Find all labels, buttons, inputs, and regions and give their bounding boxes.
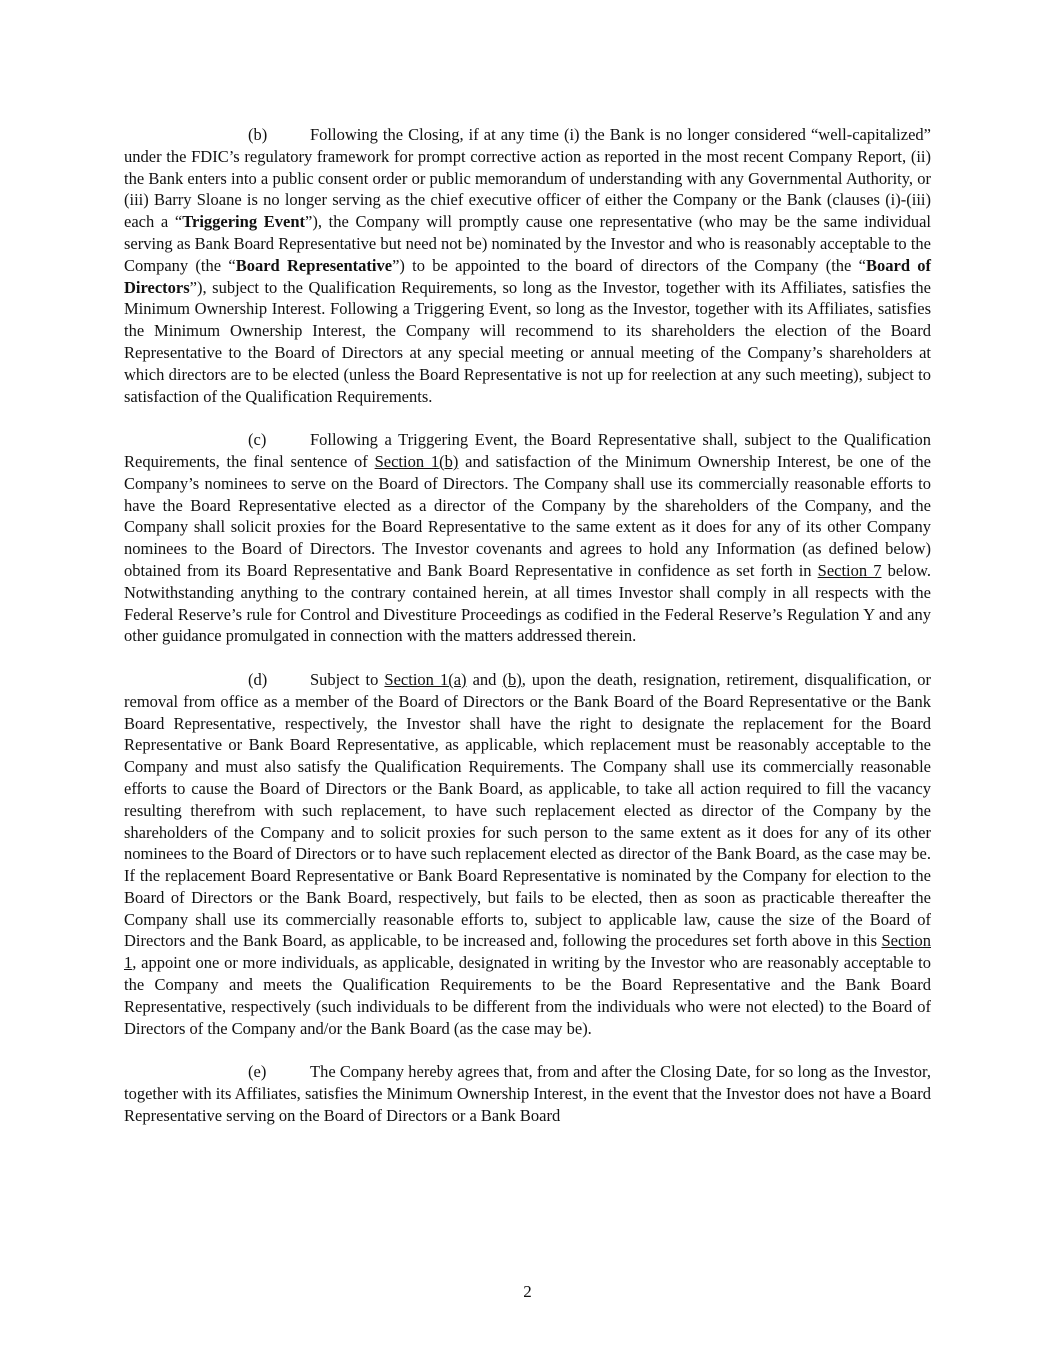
paragraph-text: and bbox=[466, 669, 503, 689]
paragraph-b bbox=[124, 124, 931, 407]
section-reference: (b) bbox=[502, 669, 522, 689]
paragraph-text: , appoint one or more individuals, as applicable, designated in writing by the Investor who are reasonably acceptable to the Company and meets the Qualification Requirements to be the Board Representative and the Bank Board Representative, respectively (such individuals to be different from the individuals who were not elected) to the Board of Directors of the Company and/or the Bank Board (as the case may be). bbox=[124, 953, 931, 1038]
defined-term-board-of-directors: Board of Directors bbox=[124, 255, 932, 297]
paragraph-text: Following a Triggering Event, the Board Representative shall, subject to the Qualification Requirements, the final sentence of bbox=[124, 430, 931, 471]
paragraph-e bbox=[124, 1061, 931, 1126]
paragraph-text: ”), the Company will promptly cause one representative (who may be the same individual serving as Bank Board Representative but need not be) nominated by the Investor and who is reasonably acceptable to the Company (the “ bbox=[124, 212, 931, 275]
paragraph-text: ”) to be appointed to the board of directors of the Company (the “ bbox=[392, 255, 866, 275]
paragraph-text: Subject to bbox=[310, 669, 385, 689]
paragraph-label: (e) bbox=[248, 1062, 267, 1082]
page-number: 2 bbox=[523, 1282, 532, 1301]
section-reference: Section 1 bbox=[124, 931, 931, 973]
paragraph-text: ”), subject to the Qualification Requirements, so long as the Investor, together with its Affiliates, satisfies the Minimum Ownership Interest. Following a Triggering Event, so long as the Investor, together with its Affiliates, satisfies the Minimum Ownership Interest, the Company will recommend to its shareholders the election of the Board Representative to the Board of Directors at any special meeting or annual meeting of the Company’s shareholders at which directors are to be elected (unless the Board Representative is not up for reelection at any such meeting), subject to satisfaction of the Qualification Requirements. bbox=[124, 277, 931, 406]
paragraph-d bbox=[124, 669, 931, 1040]
defined-term-triggering-event: Triggering Event bbox=[182, 212, 305, 232]
paragraph-text: , upon the death, resignation, retirement, disqualification, or removal from office as a member of the Board of Directors or the Bank Board of the Board Representative or the Bank Board Representative, respectively, the Investor shall have the right to designate the replacement for the Board Representative or Bank Board Representative, as applicable, which replacement must be reasonably acceptable to the Company and must also satisfy the Qualification Requirements. The Company shall use its commercially reasonable efforts to cause the Board of Directors or the Bank Board, as applicable, to take all action required to fill the vacancy resulting therefrom with such replacement, to have such replacement elected as director of the Company by the shareholders of the Company and to solicit proxies for such person to the same extent as it does for any of its other nominees to the Board of Directors or to have such replacement elected as director of the Bank Board, as the case may be. If the replacement Board Representative or Bank Board Representative is nominated by the Company for election to the Board of Directors or the Bank Board, respectively, but fails to be elected, then as soon as practicable thereafter the Company shall use its commercially reasonable efforts to, subject to applicable law, cause the size of the Board of Directors and the Bank Board, as applicable, to be increased and, following the procedures set forth above in this bbox=[124, 669, 932, 951]
defined-term-board-representative: Board Representative bbox=[235, 255, 393, 275]
paragraph-c bbox=[124, 429, 931, 647]
paragraph-text: Following the Closing, if at any time (i) the Bank is no longer considered “well-capitalized” under the FDIC’s regulatory framework for prompt corrective action as reported in the most recent Company Report, (ii) the Bank enters into a public consent order or public memorandum of understanding with any Governmental Authority, or (iii) Barry Sloane is no longer serving as the chief executive officer of either the Company or the Bank (clauses (i)-(iii) each a “ bbox=[124, 125, 931, 232]
paragraph-text: and satisfaction of the Minimum Ownership Interest, be one of the Company’s nominees to serve on the Board of Directors. The Company shall use its commercially reasonable efforts to have the Board Representative elected as a director of the Company by the shareholders of the Company, and the Company shall solicit proxies for the Board Representative to the same extent as it does for any of its other Company nominees to the Board of Directors. The Investor covenants and agrees to hold any Information (as defined below) obtained from its Board Representative and Bank Board Representative in confidence as set forth in bbox=[124, 451, 932, 580]
paragraph-label: (c) bbox=[248, 430, 267, 450]
section-reference: Section 1(b) bbox=[374, 451, 459, 471]
paragraph-label: (d) bbox=[248, 669, 268, 689]
section-reference: Section 7 bbox=[817, 560, 882, 580]
paragraph-text: The Company hereby agrees that, from and after the Closing Date, for so long as the Investor, together with its Affiliates, satisfies the Minimum Ownership Interest, in the event that the Investor does not have a Board Representative serving on the Board of Directors or a Bank Board bbox=[124, 1062, 931, 1125]
paragraph-text: below. Notwithstanding anything to the contrary contained herein, at all times Investor shall comply in all respects with the Federal Reserve’s rule for Control and Divestiture Proceedings as codified in the Federal Reserve’s Regulation Y and any other guidance promulgated in connection with the matters addressed therein. bbox=[124, 560, 931, 646]
paragraph-label: (b) bbox=[248, 125, 268, 144]
document-body bbox=[124, 124, 931, 1148]
section-reference: Section 1(a) bbox=[384, 669, 467, 689]
